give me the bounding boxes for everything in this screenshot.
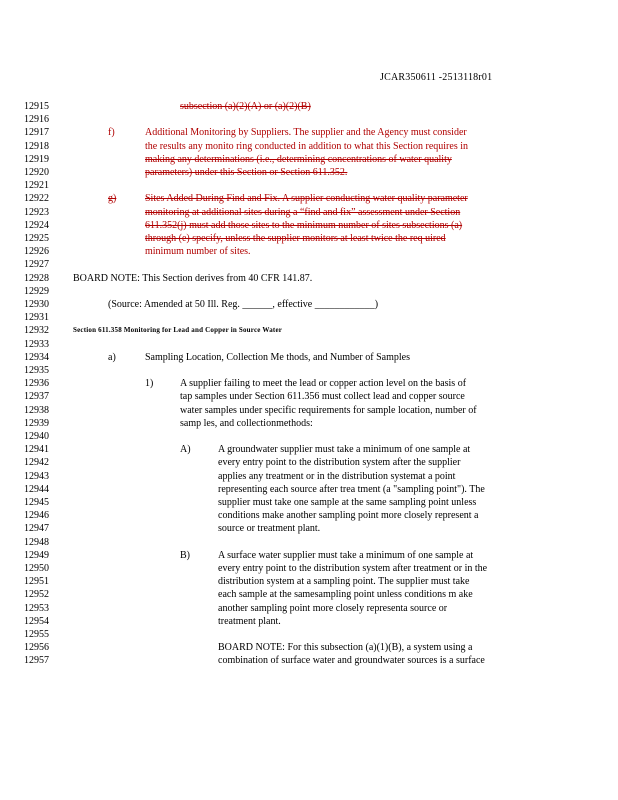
line-number: 12918 bbox=[24, 140, 49, 152]
line-number: 12946 bbox=[24, 510, 49, 522]
line-number: 12957 bbox=[24, 655, 49, 667]
line-number: 12920 bbox=[24, 167, 49, 178]
line-number: 12940 bbox=[24, 431, 49, 442]
line-text-continued: A groundwater supplier must take a minimum of one sample at bbox=[218, 444, 471, 456]
line-text: every entry point to the distribution system after treatment or in the bbox=[218, 563, 488, 574]
line-12926 bbox=[0, 245, 618, 258]
line-text: subsection (a)(2)(A) or (a)(2)(B) bbox=[180, 101, 311, 112]
line-number: 12956 bbox=[24, 642, 49, 654]
line-12928 bbox=[0, 272, 618, 285]
line-text: 1) bbox=[145, 378, 154, 390]
line-12947 bbox=[0, 522, 618, 535]
line-number: 12919 bbox=[24, 153, 49, 165]
line-text-continued: A surface water supplier must take a minimum of one sample at bbox=[218, 549, 474, 561]
line-text: parameters) under this Section or Section 611.352. bbox=[145, 167, 348, 178]
line-text: distribution system at a sampling point. The supplier must take bbox=[218, 576, 470, 588]
line-text: minimum number of sites. bbox=[145, 246, 251, 258]
line-text: samp les, and collectionmethods: bbox=[180, 417, 313, 429]
line-number: 12953 bbox=[24, 602, 49, 614]
line-text: B) bbox=[180, 549, 190, 561]
line-12943 bbox=[0, 470, 618, 483]
line-number: 12927 bbox=[24, 259, 49, 271]
line-12930 bbox=[0, 298, 618, 311]
line-12917 bbox=[0, 126, 618, 139]
line-text-continued: Additional Monitoring by Suppliers. The supplier and the Agency must consider bbox=[145, 127, 467, 139]
line-12951 bbox=[0, 575, 618, 588]
line-text: the results any monito ring conducted in addition to what this Section requires in bbox=[145, 140, 468, 152]
document-id: JCAR350611 -2513118r01 bbox=[380, 72, 493, 83]
line-12941 bbox=[0, 443, 618, 456]
line-12955 bbox=[0, 628, 618, 641]
line-text: (Source: Amended at 50 Ill. Reg. ______, effective ____________) bbox=[108, 299, 379, 310]
line-12950 bbox=[0, 562, 618, 575]
line-12916 bbox=[0, 113, 618, 126]
line-12952 bbox=[0, 588, 618, 601]
line-text: water samples under specific requirements for sample location, number of bbox=[180, 404, 477, 416]
line-number: 12937 bbox=[24, 391, 49, 403]
line-12949 bbox=[0, 549, 618, 562]
line-text: tap samples under Section 611.356 must collect lead and copper source bbox=[180, 391, 465, 403]
line-text-continued: A supplier failing to meet the lead or copper action level on the basis of bbox=[180, 378, 467, 390]
line-12925 bbox=[0, 232, 618, 245]
line-number: 12955 bbox=[24, 629, 49, 640]
line-12915 bbox=[0, 100, 618, 113]
line-number: 12947 bbox=[24, 523, 49, 535]
line-number: 12925 bbox=[24, 233, 49, 244]
line-number: 12922 bbox=[24, 193, 49, 205]
line-number: 12926 bbox=[24, 246, 49, 258]
line-text: through (e) specify, unless the supplier monitors at least twice the req uired bbox=[145, 233, 446, 244]
line-number: 12923 bbox=[24, 206, 49, 218]
line-12935 bbox=[0, 364, 618, 377]
line-number: 12934 bbox=[24, 351, 49, 363]
line-number: 12950 bbox=[24, 563, 49, 574]
line-12927 bbox=[0, 258, 618, 271]
line-12948 bbox=[0, 536, 618, 549]
line-number: 12948 bbox=[24, 536, 49, 548]
line-number: 12951 bbox=[24, 576, 49, 588]
line-12938 bbox=[0, 404, 618, 417]
line-number: 12954 bbox=[24, 615, 49, 627]
line-12940 bbox=[0, 430, 618, 443]
line-12929 bbox=[0, 285, 618, 298]
line-text: 611.352(j) must add those sites to the minimum number of sites subsections (a) bbox=[145, 219, 463, 231]
line-12919 bbox=[0, 153, 618, 166]
line-12924 bbox=[0, 219, 618, 232]
line-number: 12941 bbox=[24, 444, 49, 456]
line-12933 bbox=[0, 338, 618, 351]
line-text: applies any treatment or in the distribution systemat a point bbox=[218, 470, 456, 482]
line-number: 12928 bbox=[24, 272, 49, 284]
line-12923 bbox=[0, 206, 618, 219]
line-number: 12924 bbox=[24, 219, 49, 231]
line-12954 bbox=[0, 615, 618, 628]
line-number: 12938 bbox=[24, 404, 49, 416]
line-12922 bbox=[0, 192, 618, 205]
line-text: conditions make another sampling point more closely represent a bbox=[218, 510, 479, 522]
line-number: 12930 bbox=[24, 299, 49, 310]
line-number: 12945 bbox=[24, 497, 49, 508]
line-number: 12921 bbox=[24, 180, 49, 192]
line-12956 bbox=[0, 641, 618, 654]
line-text-continued: Sampling Location, Collection Me thods, and Number of Samples bbox=[145, 351, 410, 363]
line-number: 12936 bbox=[24, 378, 49, 390]
line-12944 bbox=[0, 483, 618, 496]
line-number: 12915 bbox=[24, 101, 49, 112]
line-number: 12929 bbox=[24, 285, 49, 297]
line-12939 bbox=[0, 417, 618, 430]
line-text: each sample at the samesampling point unless conditions m ake bbox=[218, 589, 473, 601]
line-number: 12944 bbox=[24, 483, 49, 495]
line-text: source or treatment plant. bbox=[218, 523, 321, 535]
line-text: another sampling point more closely representa source or bbox=[218, 602, 448, 614]
line-number: 12952 bbox=[24, 589, 49, 601]
line-12957 bbox=[0, 654, 618, 667]
line-text: Section 611.358 Monitoring for Lead and Copper in Source Water bbox=[73, 326, 283, 335]
line-number: 12931 bbox=[24, 312, 49, 324]
line-number: 12933 bbox=[24, 338, 49, 350]
line-number: 12935 bbox=[24, 365, 49, 376]
line-text: supplier must take one sample at the same sampling point unless bbox=[218, 497, 477, 508]
line-text: every entry point to the distribution system after the supplier bbox=[218, 457, 461, 469]
line-text-continued: Sites Added During Find and Fix. A supplier conducting water quality parameter bbox=[145, 193, 468, 205]
line-text: BOARD NOTE: For this subsection (a)(1)(B), a system using a bbox=[218, 642, 473, 654]
line-text: A) bbox=[180, 444, 191, 456]
line-number: 12942 bbox=[24, 457, 49, 469]
line-number: 12916 bbox=[24, 114, 49, 126]
line-text: combination of surface water and groundwater sources is a surface bbox=[218, 655, 485, 667]
line-text: making any determinations (i.e., determining concentrations of water quality bbox=[145, 153, 452, 165]
line-text: g) bbox=[108, 193, 117, 205]
line-12936 bbox=[0, 377, 618, 390]
line-12937 bbox=[0, 390, 618, 403]
line-12946 bbox=[0, 509, 618, 522]
line-12945 bbox=[0, 496, 618, 509]
line-number: 12939 bbox=[24, 417, 49, 429]
line-12921 bbox=[0, 179, 618, 192]
line-number: 12932 bbox=[24, 325, 49, 337]
line-text: representing each source after trea tment (a "sampling point"). The bbox=[218, 483, 485, 495]
line-12918 bbox=[0, 140, 618, 153]
line-text: BOARD NOTE: This Section derives from 40 CFR 141.87. bbox=[73, 272, 313, 284]
line-text: treatment plant. bbox=[218, 615, 281, 627]
line-text: a) bbox=[108, 351, 116, 363]
line-number: 12943 bbox=[24, 470, 49, 482]
line-12942 bbox=[0, 456, 618, 469]
line-12931 bbox=[0, 311, 618, 324]
line-12920 bbox=[0, 166, 618, 179]
line-12932 bbox=[0, 324, 618, 337]
line-12953 bbox=[0, 602, 618, 615]
line-12934 bbox=[0, 351, 618, 364]
line-number: 12917 bbox=[24, 127, 49, 139]
line-text: monitoring at additional sites during a “find and fix” assessment under Section bbox=[145, 206, 461, 218]
line-text: f) bbox=[108, 127, 115, 139]
line-number: 12949 bbox=[24, 549, 49, 561]
